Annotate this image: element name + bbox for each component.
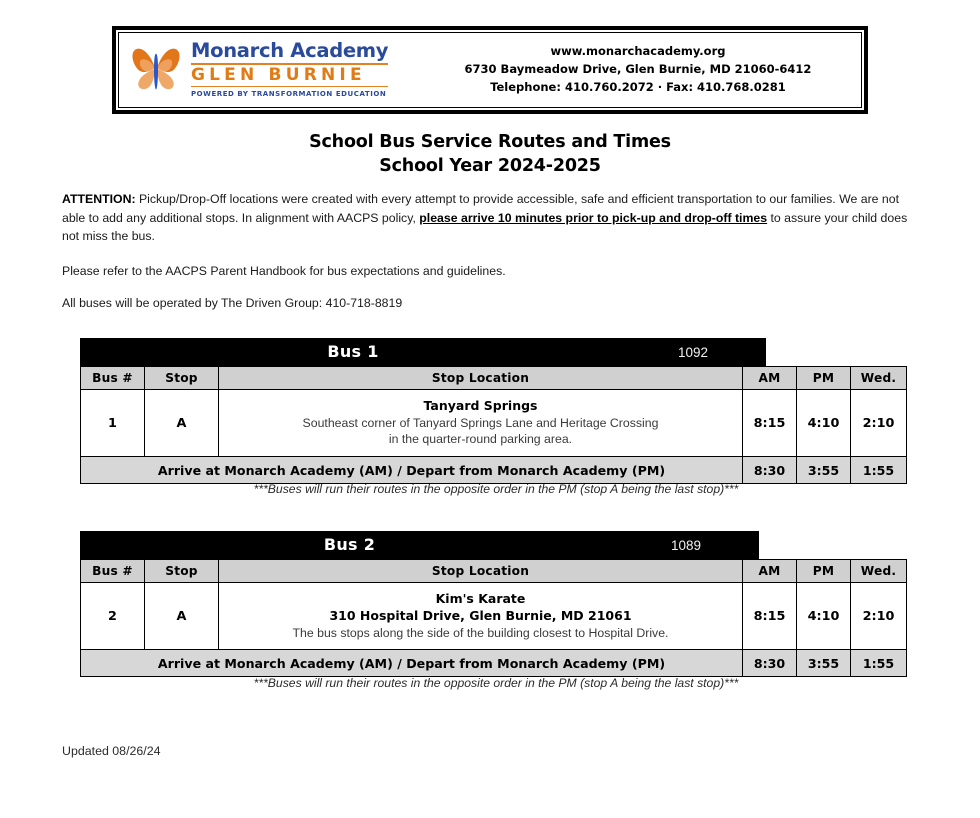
- page-title-line1: School Bus Service Routes and Times: [309, 132, 671, 152]
- arrive-label: Arrive at Monarch Academy (AM) / Depart from Monarch Academy (PM): [81, 650, 743, 677]
- bus-2-grid: [80, 559, 907, 677]
- attention-label: ATTENTION:: [62, 192, 136, 206]
- header-stop: Stop: [145, 560, 219, 583]
- handbook-paragraph: Please refer to the AACPS Parent Handbook for bus expectations and guidelines.: [62, 264, 506, 279]
- cell-am-time: 8:15: [743, 390, 797, 457]
- arrive-wed-time: 1:55: [851, 650, 907, 677]
- header-am: AM: [743, 367, 797, 390]
- stop-location-detail-1: Southeast corner of Tanyard Springs Lane and Heritage Crossing: [302, 415, 659, 430]
- cell-wed-time: 2:10: [851, 390, 907, 457]
- attention-text-1: Pickup/Drop-Off locations were created with every attempt to provide accessible, safe and efficient transportation to our families. We are not able to add any additional stops. In alignment with AACPS policy,: [62, 192, 900, 225]
- updated-date: Updated 08/26/24: [62, 744, 161, 758]
- header-stop: Stop: [145, 367, 219, 390]
- header-bus-num: Bus #: [81, 367, 145, 390]
- contact-info: [429, 43, 861, 96]
- cell-am-time: 8:15: [743, 583, 797, 650]
- header-bus-num: Bus #: [81, 560, 145, 583]
- bus-1-table: [80, 338, 906, 484]
- stop-location-title: Tanyard Springs: [423, 398, 538, 414]
- logo-divider-bottom: [191, 86, 388, 88]
- cell-pm-time: 4:10: [797, 390, 851, 457]
- phone-fax-line: Telephone: 410.760.2072 · Fax: 410.768.0281: [490, 79, 786, 94]
- header-wed: Wed.: [851, 367, 907, 390]
- bus-1-arrive-row: [81, 457, 907, 484]
- school-name: Monarch Academy: [191, 39, 389, 63]
- bus-2-banner: [80, 531, 759, 559]
- bus-1-route-number: 1092: [677, 345, 708, 360]
- logo-tagline: POWERED BY TRANSFORMATION EDUCATION: [191, 90, 387, 99]
- header-stop-location: Stop Location: [219, 367, 743, 390]
- operator-paragraph: All buses will be operated by The Driven Group: 410-718-8819: [62, 295, 403, 310]
- school-logo: [119, 40, 429, 100]
- arrive-wed-time: 1:55: [851, 457, 907, 484]
- attention-emphasis: please arrive 10 minutes prior to pick-up and drop-off times: [419, 210, 768, 225]
- letterhead-inner: [118, 32, 862, 108]
- arrive-am-time: 8:30: [743, 650, 797, 677]
- page-title: [0, 130, 980, 178]
- cell-stop-location: [219, 583, 743, 650]
- arrive-pm-time: 3:55: [797, 457, 851, 484]
- cell-bus-num: 1: [81, 390, 145, 457]
- bus-2-footnote: ***Buses will run their routes in the opposite order in the PM (stop A being the last stop)***: [253, 676, 739, 690]
- arrive-am-time: 8:30: [743, 457, 797, 484]
- page-title-line2: School Year 2024-2025: [379, 156, 601, 177]
- letterhead-box: [112, 26, 868, 114]
- bus-1-header-row: [81, 367, 907, 390]
- stop-location-detail-1: The bus stops along the side of the building closest to Hospital Drive.: [292, 625, 669, 640]
- logo-wordmark: [191, 41, 388, 99]
- stop-location-title: Kim's Karate: [435, 591, 526, 607]
- header-am: AM: [743, 560, 797, 583]
- bus-2-table: [80, 531, 906, 677]
- bus-2-header-row: [81, 560, 907, 583]
- address-line: 6730 Baymeadow Drive, Glen Burnie, MD 21060-6412: [464, 62, 812, 77]
- arrive-label: Arrive at Monarch Academy (AM) / Depart from Monarch Academy (PM): [81, 457, 743, 484]
- bus-1-title: Bus 1: [327, 342, 379, 361]
- cell-pm-time: 4:10: [797, 583, 851, 650]
- bus-1-grid: [80, 366, 907, 484]
- website-line: www.monarchacademy.org: [550, 44, 726, 59]
- cell-stop-location: [219, 390, 743, 457]
- table-row: [81, 390, 907, 457]
- stop-location-address: 310 Hospital Drive, Glen Burnie, MD 21061: [329, 607, 632, 623]
- cell-stop-letter: A: [145, 390, 219, 457]
- attention-paragraph: [62, 190, 918, 246]
- bus-2-route-number: 1089: [670, 538, 701, 553]
- cell-bus-num: 2: [81, 583, 145, 650]
- campus-name: GLEN BURNIE: [191, 64, 366, 85]
- intro-copy: [62, 190, 918, 325]
- arrive-pm-time: 3:55: [797, 650, 851, 677]
- bus-1-banner: [80, 338, 766, 366]
- header-pm: PM: [797, 560, 851, 583]
- bus-2-title: Bus 2: [323, 535, 376, 554]
- cell-stop-letter: A: [145, 583, 219, 650]
- header-wed: Wed.: [851, 560, 907, 583]
- cell-wed-time: 2:10: [851, 583, 907, 650]
- table-row: [81, 583, 907, 650]
- stop-location-detail-2: in the quarter-round parking area.: [388, 432, 573, 447]
- butterfly-logo-icon: [127, 40, 185, 100]
- attention-text-2: to assure your child does not miss the bus.: [62, 210, 908, 244]
- header-pm: PM: [797, 367, 851, 390]
- header-stop-location: Stop Location: [219, 560, 743, 583]
- bus-1-footnote: ***Buses will run their routes in the opposite order in the PM (stop A being the last stop)***: [253, 482, 739, 496]
- bus-2-arrive-row: [81, 650, 907, 677]
